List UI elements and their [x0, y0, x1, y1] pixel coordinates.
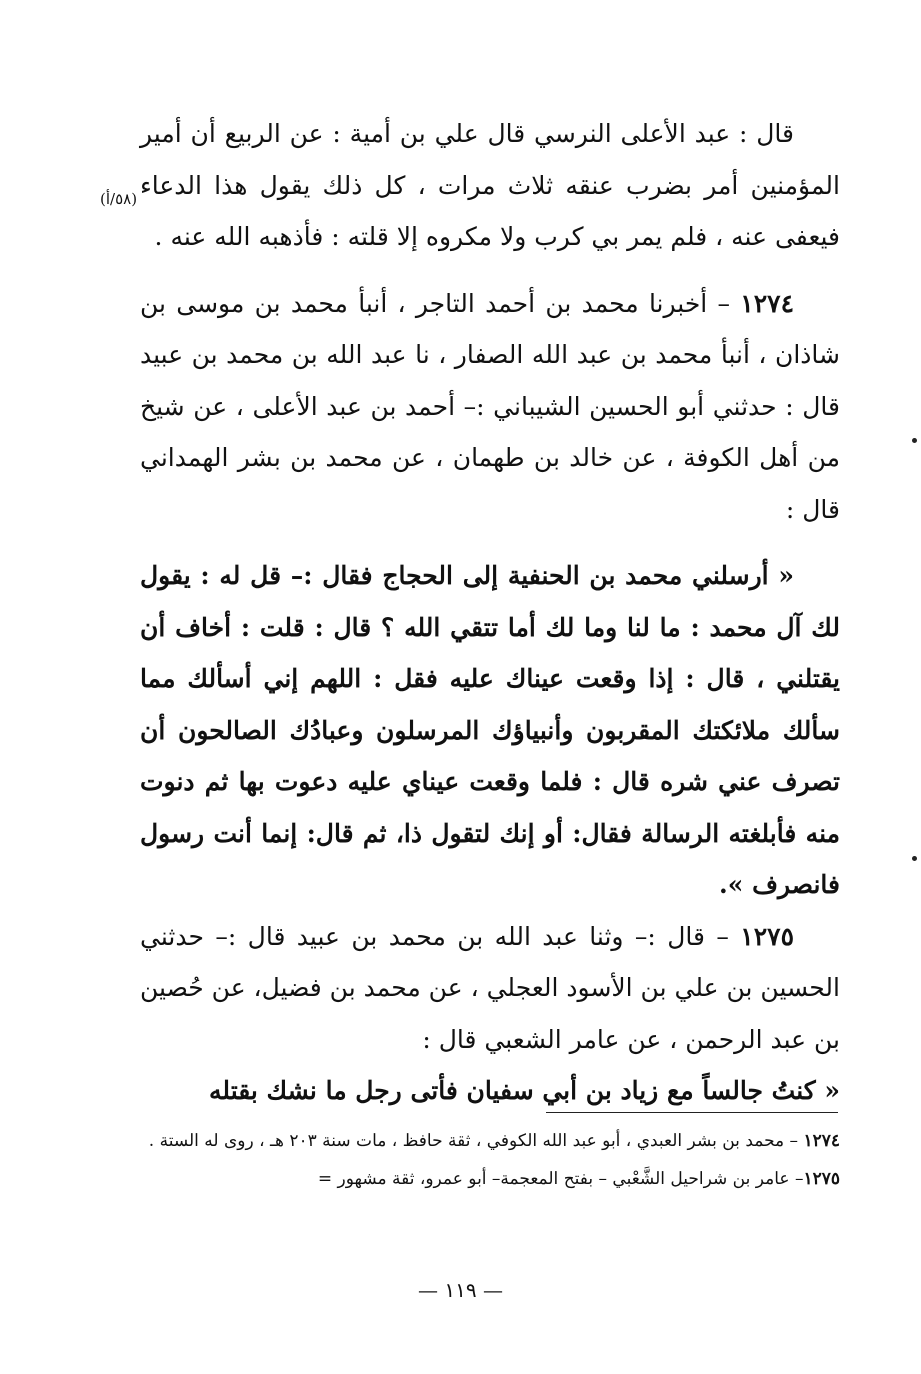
paragraph	[100, 108, 840, 263]
main-text	[100, 108, 840, 1117]
footnote-number: ١٢٧٥	[803, 1169, 840, 1189]
footnote-number: ١٢٧٤	[803, 1131, 840, 1151]
footnote-text: – محمد بن بشر العبدي ، أبو عبد الله الكوفي ، ثقة حافظ ، مات سنة ٢٠٣ هـ ، روى له الستة .	[148, 1131, 804, 1151]
page-number: — ١١٩ —	[418, 1278, 503, 1302]
hadith-number: ١٢٧٥	[740, 921, 794, 951]
quoted-text: « كنتُ جالساً مع زياد بن أبي سفيان فأتى رجل ما نشك بقتله	[209, 1076, 840, 1105]
paragraph-text: – أخبرنا محمد بن أحمد التاجر ، أنبأ محمد بن موسى بن شاذان ، أنبأ محمد بن عبد الله الصفار ، نا عبد الله بن محمد بن عبيد قال : حدثني أبو الحسين الشيباني :– أحمد بن عبد الأعلى ، عن شيخ من أهل الكوفة ، عن خالد بن طهمان ، عن محمد بن بشر الهمداني قال :	[140, 288, 840, 524]
margin-reference: (٥٨/أ)	[100, 190, 138, 208]
scan-mark	[912, 856, 917, 861]
paragraph	[140, 911, 840, 1066]
footnote-separator	[546, 1112, 838, 1113]
paragraph-text: قال : عبد الأعلى النرسي قال علي بن أمية : عن الربيع أن أمير المؤمنين أمر بضرب عنقه ثلاث مرات ، كل ذلك يقول هذا الدعاء فيعفى عنه ، فلم يمر بي كرب ولا مكروه إلا قلته : فأذهبه الله عنه .	[140, 119, 840, 251]
hadith-number: ١٢٧٤	[740, 288, 794, 318]
footnote	[140, 1160, 840, 1198]
paragraph-text: – قال :– وثنا عبد الله بن محمد بن عبيد قال :– حدثني الحسين بن علي بن الأسود العجلي ، عن محمد بن فضيل، عن حُصين بن عبد الرحمن ، عن عامر الشعبي قال :	[140, 921, 840, 1054]
quoted-text: « أرسلني محمد بن الحنفية إلى الحجاج فقال :– قل له : يقول لك آل محمد : ما لنا وما لك أما تتقي الله ؟ قال : قلت : أخاف أن يقتلني ، قال : إذا وقعت عيناك عليه فقل : اللهم إني أسألك مما سألك ملائكتك المقربون وأنبياؤك المرسلون وعبادُك الصالحون أن تصرف عني شره قال : فلما وقعت عيناي عليه دعوت بها ثم دنوت منه فأبلغته الرسالة فقال: أو إنك لتقول ذا، ثم قال: إنما أنت رسول فانصرف ».	[140, 561, 840, 899]
footnote	[140, 1122, 840, 1160]
scan-mark	[912, 438, 917, 443]
paragraph	[140, 278, 840, 536]
footnote-text: – عامر بن شراحيل الشَّعْبي – بفتح المعجمة– أبو عمرو، ثقة مشهور =	[317, 1169, 804, 1189]
footnotes	[140, 1122, 840, 1198]
